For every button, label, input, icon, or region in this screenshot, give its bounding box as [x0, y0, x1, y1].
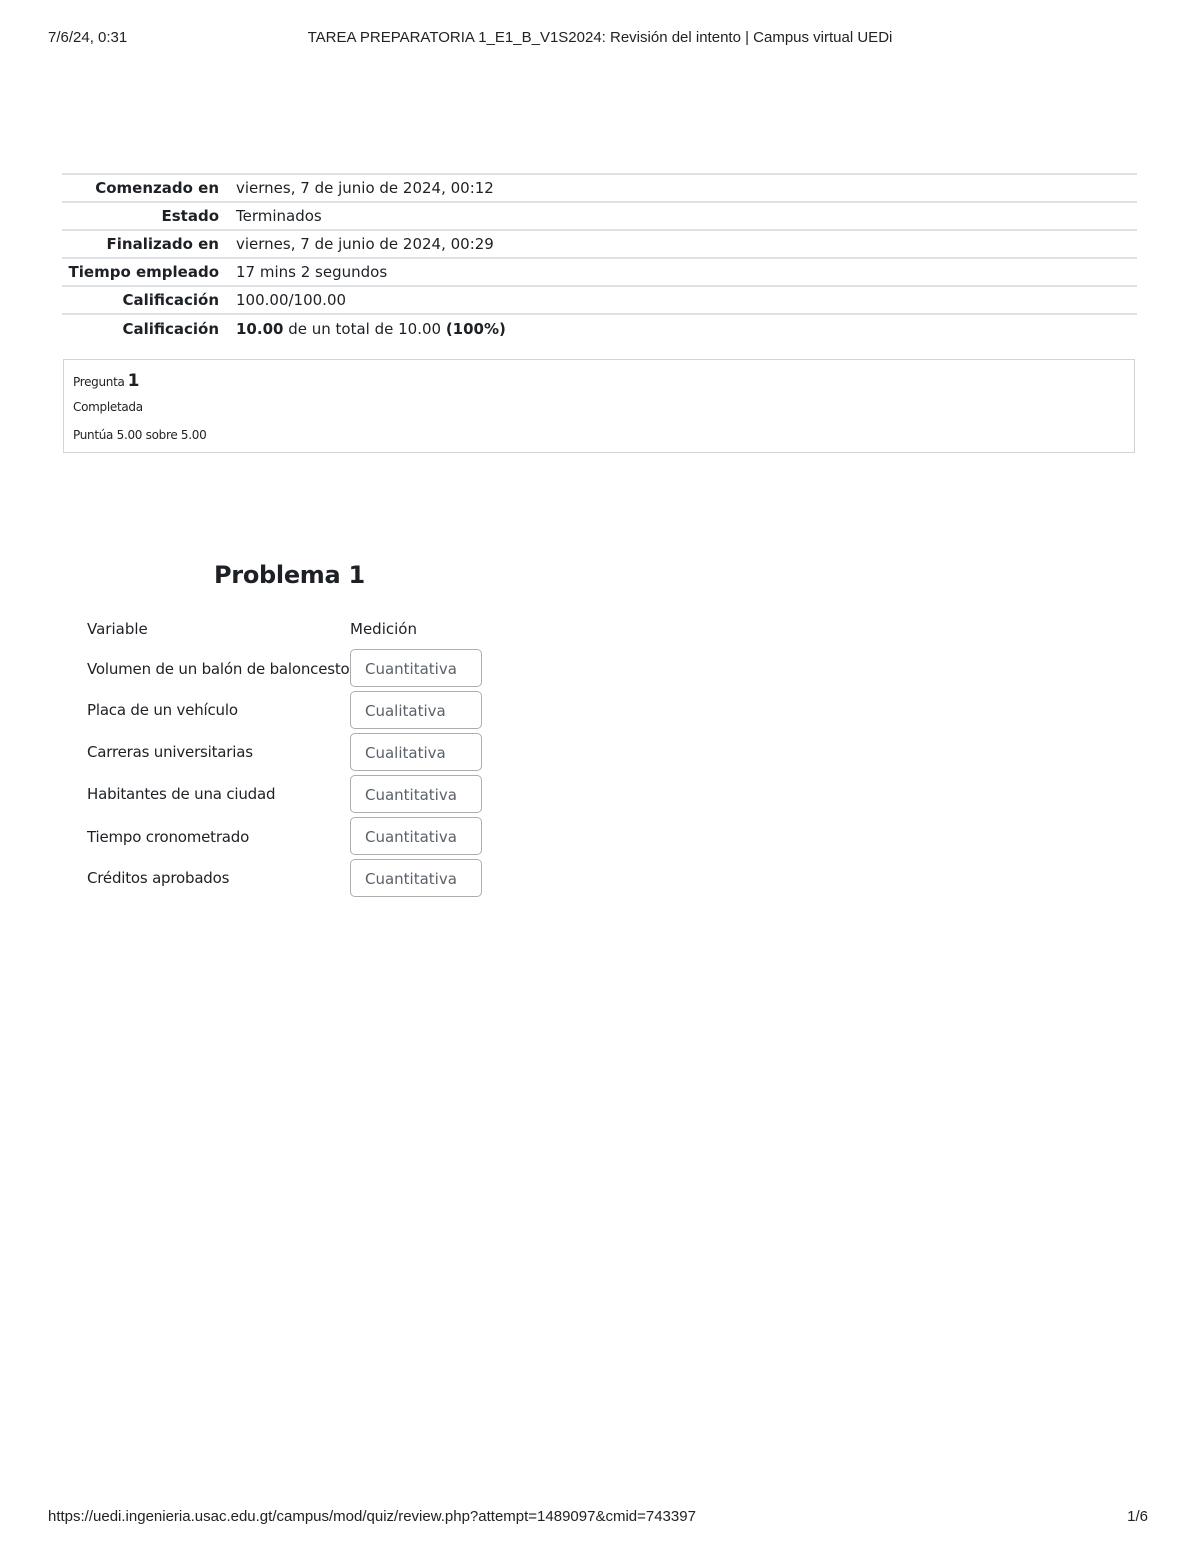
- summary-value: [235, 314, 1137, 342]
- attempt-summary-table: [62, 173, 1137, 342]
- print-page-number: 1/6: [1127, 1508, 1148, 1525]
- column-header-variable: Variable: [87, 620, 148, 638]
- variable-label: Volumen de un balón de baloncesto: [87, 660, 350, 678]
- summary-label: Finalizado en: [62, 230, 235, 258]
- question-state: Completada: [73, 400, 143, 414]
- summary-row-time-taken: [62, 258, 1137, 286]
- summary-row-marks: [62, 286, 1137, 314]
- summary-value: 100.00/100.00: [235, 286, 1137, 314]
- summary-label: Tiempo empleado: [62, 258, 235, 286]
- question-prefix: Pregunta: [73, 375, 125, 389]
- summary-label: Calificación: [62, 314, 235, 342]
- answer-field[interactable]: Cualitativa: [350, 691, 482, 729]
- question-number-value: 1: [127, 371, 140, 391]
- grade-percent: (100%): [445, 319, 506, 338]
- variable-label: Habitantes de una ciudad: [87, 785, 276, 803]
- print-footer-url: https://uedi.ingenieria.usac.edu.gt/campus/mod/quiz/review.php?attempt=1489097&cmid=743397: [48, 1508, 696, 1525]
- variable-label: Tiempo cronometrado: [87, 828, 250, 846]
- grade-score: 10.00: [236, 319, 284, 338]
- summary-row-grade: [62, 314, 1137, 342]
- summary-label: Estado: [62, 202, 235, 230]
- summary-row-state: [62, 202, 1137, 230]
- question-info-box: [63, 359, 1135, 453]
- question-grade: Puntúa 5.00 sobre 5.00: [73, 428, 207, 442]
- grade-middle-text: de un total de 10.00: [283, 319, 446, 338]
- summary-label: Calificación: [62, 286, 235, 314]
- summary-value: 17 mins 2 segundos: [235, 258, 1137, 286]
- print-page-title: TAREA PREPARATORIA 1_E1_B_V1S2024: Revisión del intento | Campus virtual UEDi: [307, 29, 893, 46]
- answer-field[interactable]: Cuantitativa: [350, 775, 482, 813]
- variable-label: Créditos aprobados: [87, 869, 230, 887]
- question-number: [73, 371, 139, 391]
- answer-field[interactable]: Cualitativa: [350, 733, 482, 771]
- problem-title: Problema 1: [214, 561, 365, 589]
- summary-value: viernes, 7 de junio de 2024, 00:29: [235, 230, 1137, 258]
- column-header-measurement: Medición: [350, 620, 417, 638]
- variable-label: Carreras universitarias: [87, 743, 253, 761]
- answer-field[interactable]: Cuantitativa: [350, 859, 482, 897]
- answer-field[interactable]: Cuantitativa: [350, 649, 482, 687]
- summary-row-finished: [62, 230, 1137, 258]
- print-date: 7/6/24, 0:31: [48, 29, 128, 46]
- summary-value: Terminados: [235, 202, 1137, 230]
- summary-value: viernes, 7 de junio de 2024, 00:12: [235, 174, 1137, 202]
- variable-label: Placa de un vehículo: [87, 701, 238, 719]
- summary-label: Comenzado en: [62, 174, 235, 202]
- answer-field[interactable]: Cuantitativa: [350, 817, 482, 855]
- summary-row-started: [62, 174, 1137, 202]
